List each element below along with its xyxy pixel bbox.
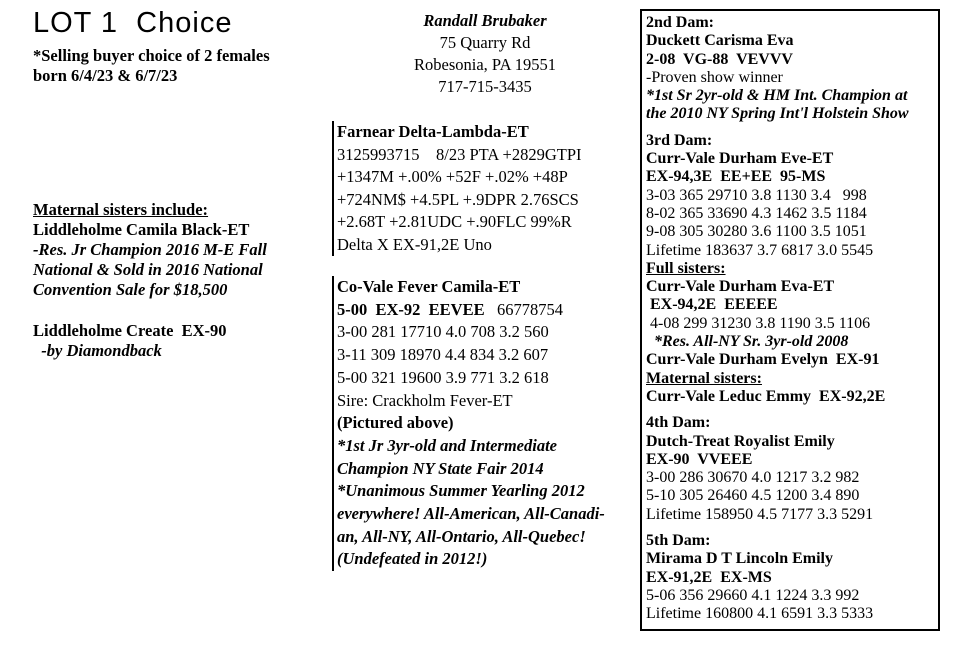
fourth-dam-classification: EX-90 VVEEE bbox=[646, 450, 753, 468]
breeder-city: Robesonia, PA 19551 bbox=[414, 55, 556, 74]
fourth-dam-heading: 4th Dam: bbox=[646, 414, 711, 432]
second-dam-honor: the 2010 NY Spring Int'l Holstein Show bbox=[646, 105, 909, 123]
maternal-sister-note: -Res. Jr Champion 2016 M-E Fall bbox=[33, 240, 267, 259]
fourth-dam-record: 5-10 305 26460 4.5 1200 3.4 890 bbox=[646, 487, 860, 505]
create-sire: -by Diamondback bbox=[33, 341, 162, 360]
second-dam-honor: *1st Sr 2yr-old & HM Int. Champion at bbox=[646, 87, 908, 105]
fourth-dam-lifetime: Lifetime 158950 4.5 7177 3.3 5291 bbox=[646, 505, 874, 523]
lot-title: LOT 1 Choice bbox=[33, 7, 233, 39]
third-dam-record: 9-08 305 30280 3.6 1100 3.5 1051 bbox=[646, 223, 867, 241]
selling-note-line: *Selling buyer choice of 2 females bbox=[33, 46, 270, 65]
second-dam-classification: 2-08 VG-88 VEVVV bbox=[646, 50, 793, 68]
breeder-address: 75 Quarry Rd bbox=[439, 33, 531, 52]
pedigree-content bbox=[646, 14, 909, 624]
full-sister-note: *Res. All-NY Sr. 3yr-old 2008 bbox=[646, 333, 849, 351]
dam-record: 5-00 321 19600 3.9 771 3.2 618 bbox=[337, 367, 549, 387]
dam-classification-line bbox=[337, 299, 605, 322]
third-dam-classification: EX-94,3E EE+EE 95-MS bbox=[646, 168, 826, 186]
spacer bbox=[646, 406, 909, 414]
spacer bbox=[646, 524, 909, 532]
second-dam-note: -Proven show winner bbox=[646, 68, 783, 86]
maternal-sisters-heading-right: Maternal sisters: bbox=[646, 369, 762, 387]
dam-honor: *Unanimous Summer Yearling 2012 bbox=[337, 481, 585, 501]
dam-record: 3-00 281 17710 4.0 708 3.2 560 bbox=[337, 322, 549, 342]
breeder-phone: 717-715-3435 bbox=[438, 77, 532, 96]
fifth-dam-name: Mirama D T Lincoln Emily bbox=[646, 550, 833, 568]
fourth-dam-name: Dutch-Treat Royalist Emily bbox=[646, 432, 835, 450]
second-dam-heading: 2nd Dam: bbox=[646, 14, 715, 31]
sire-line: +1347M +.00% +52F +.02% +48P bbox=[337, 167, 568, 186]
sire-line: +724NM$ +4.5PL +.9DPR 2.76SCS bbox=[337, 189, 579, 209]
selling-note-line: born 6/4/23 & 6/7/23 bbox=[33, 66, 178, 85]
dam-reg-number: 66778754 bbox=[484, 299, 563, 319]
dam-pictured: (Pictured above) bbox=[337, 413, 454, 433]
maternal-sister-right: Curr-Vale Leduc Emmy EX-92,2E bbox=[646, 387, 886, 405]
dam-record: 3-11 309 18970 4.4 834 3.2 607 bbox=[337, 345, 549, 365]
sire-line: Delta X EX-91,2E Uno bbox=[337, 234, 492, 254]
fifth-dam-heading: 5th Dam: bbox=[646, 532, 711, 550]
dam-honor: everywhere! All-American, All-Canadi- bbox=[337, 504, 605, 524]
dam-honor: Champion NY State Fair 2014 bbox=[337, 458, 544, 478]
dam-classification: 5-00 EX-92 EEVEE bbox=[337, 299, 485, 319]
sire-section bbox=[332, 121, 582, 256]
full-sister-name: Curr-Vale Durham Eva-ET bbox=[646, 278, 835, 296]
third-dam-record: 3-03 365 29710 3.8 1130 3.4 998 bbox=[646, 186, 867, 204]
fifth-dam-record: 5-06 356 29660 4.1 1224 3.3 992 bbox=[646, 586, 860, 604]
maternal-sister-note: Convention Sale for $18,500 bbox=[33, 280, 228, 299]
maternal-sisters-section bbox=[33, 200, 267, 300]
third-dam-lifetime: Lifetime 183637 3.7 6817 3.0 5545 bbox=[646, 241, 874, 259]
selling-note bbox=[33, 46, 270, 86]
dam-sire: Sire: Crackholm Fever-ET bbox=[337, 390, 513, 410]
maternal-sister-name: Liddleholme Camila Black-ET bbox=[33, 220, 250, 239]
full-sisters-heading: Full sisters: bbox=[646, 259, 726, 277]
fifth-dam-lifetime: Lifetime 160800 4.1 6591 3.3 5333 bbox=[646, 605, 874, 623]
dam-honor: (Undefeated in 2012!) bbox=[337, 549, 488, 569]
fifth-dam-classification: EX-91,2E EX-MS bbox=[646, 568, 772, 586]
dam-name: Co-Vale Fever Camila-ET bbox=[337, 277, 521, 296]
maternal-sister-note: National & Sold in 2016 National bbox=[33, 260, 263, 279]
third-dam-record: 8-02 365 33690 4.3 1462 3.5 1184 bbox=[646, 204, 867, 222]
dam-honor: an, All-NY, All-Ontario, All-Quebec! bbox=[337, 526, 586, 546]
sire-name: Farnear Delta-Lambda-ET bbox=[337, 122, 529, 141]
spacer bbox=[646, 124, 909, 132]
create-name: Liddleholme Create EX-90 bbox=[33, 321, 227, 340]
breeder-info bbox=[400, 10, 570, 98]
sire-line: +2.68T +2.81UDC +.90FLC 99%R bbox=[337, 212, 572, 231]
third-dam-heading: 3rd Dam: bbox=[646, 131, 713, 149]
fourth-dam-record: 3-00 286 30670 4.0 1217 3.2 982 bbox=[646, 469, 860, 487]
sire-line: 3125993715 8/23 PTA +2829GTPI bbox=[337, 144, 582, 164]
third-dam-name: Curr-Vale Durham Eve-ET bbox=[646, 150, 834, 168]
breeder-name: Randall Brubaker bbox=[423, 11, 547, 30]
second-full-sister: Curr-Vale Durham Evelyn EX-91 bbox=[646, 351, 880, 369]
dam-honor: *1st Jr 3yr-old and Intermediate bbox=[337, 435, 558, 455]
full-sister-classification: EX-94,2E EEEEE bbox=[646, 296, 778, 314]
full-sister-record: 4-08 299 31230 3.8 1190 3.5 1106 bbox=[646, 314, 871, 332]
dam-section bbox=[332, 276, 605, 571]
second-dam-name: Duckett Carisma Eva bbox=[646, 32, 794, 50]
maternal-sisters-heading: Maternal sisters include: bbox=[33, 200, 209, 219]
create-section bbox=[33, 321, 227, 361]
